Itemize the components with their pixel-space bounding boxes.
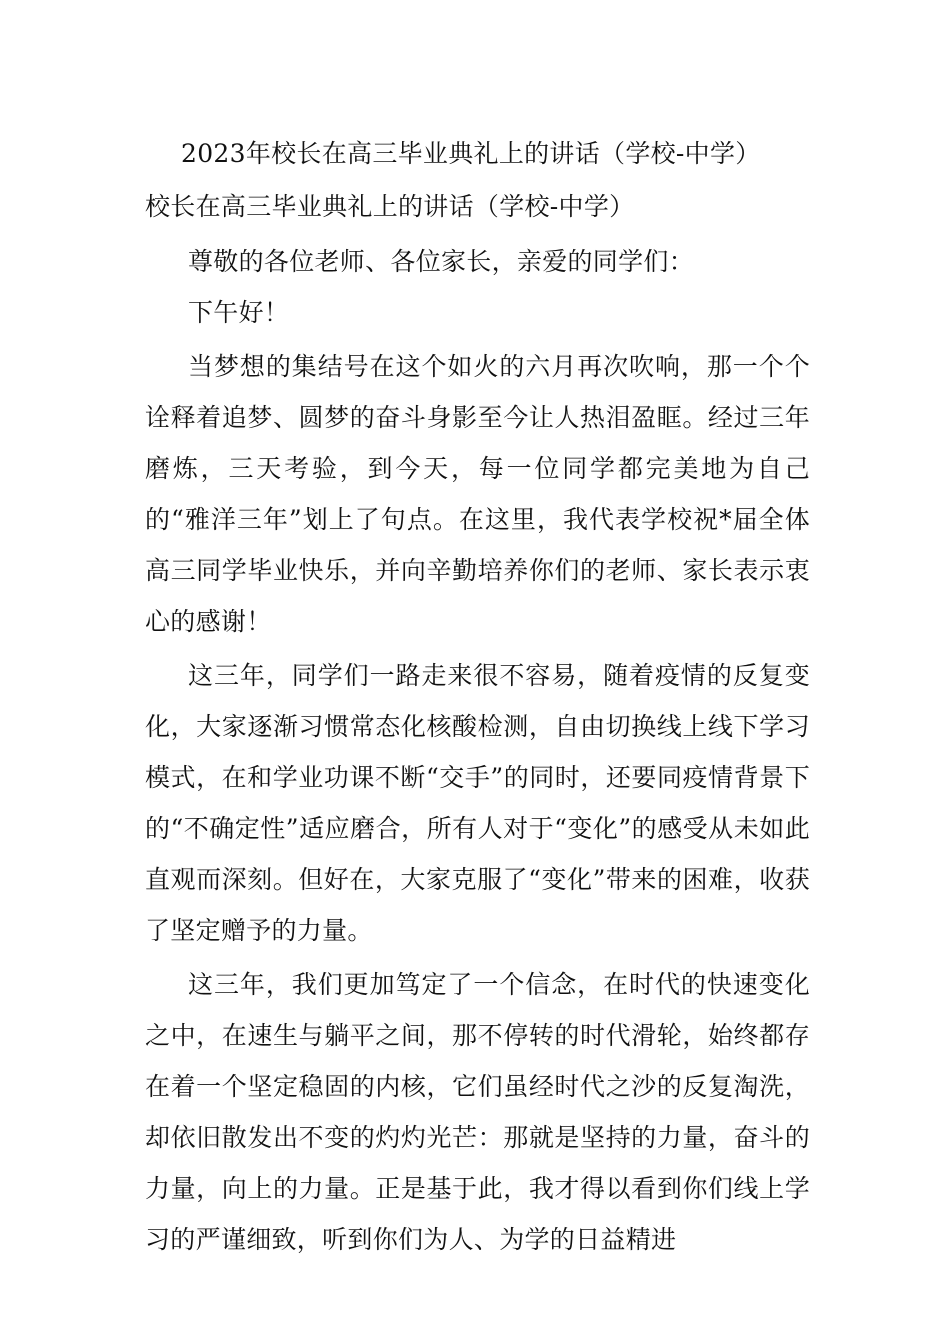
greeting: 尊敬的各位老师、各位家长，亲爱的同学们： <box>188 247 695 276</box>
document-title: 2023年校长在高三毕业典礼上的讲话（学校-中学） <box>181 139 761 168</box>
paragraph-2: 这三年，同学们一路走来很不容易，随着疫情的反复变化，大家逐渐习惯常态化核酸检测，自由切换线上线下学习模式，在和学业功课不断“交手”的同时，还要同疫情背景下的“不确定性”适应磨合，所有人对于“变化”的感受从未如此直观而深刻。但好在，大家克服了“变化”带来的困难，收获了坚定赠予的力量。 <box>145 661 810 945</box>
document-body <box>145 128 810 1265</box>
paragraph-1: 当梦想的集结号在这个如火的六月再次吹响，那一个个诠释着追梦、圆梦的奋斗身影至今让人热泪盈眶。经过三年磨炼，三天考验，到今天，每一位同学都完美地为自己的“雅洋三年”划上了句点。在这里，我代表学校祝*届全体高三同学毕业快乐，并向辛勤培养你们的老师、家长表示衷心的感谢！ <box>145 352 810 636</box>
salutation: 下午好！ <box>188 298 290 327</box>
paragraph-3: 这三年，我们更加笃定了一个信念，在时代的快速变化之中，在速生与躺平之间，那不停转的时代滑轮，始终都存在着一个坚定稳固的内核，它们虽经时代之沙的反复淘洗，却依旧散发出不变的灼灼光芒：那就是坚持的力量，奋斗的力量，向上的力量。正是基于此，我才得以看到你们线上学习的严谨细致，听到你们为人、为学的日益精进 <box>145 970 810 1254</box>
document-subtitle: 校长在高三毕业典礼上的讲话（学校-中学） <box>145 192 635 221</box>
